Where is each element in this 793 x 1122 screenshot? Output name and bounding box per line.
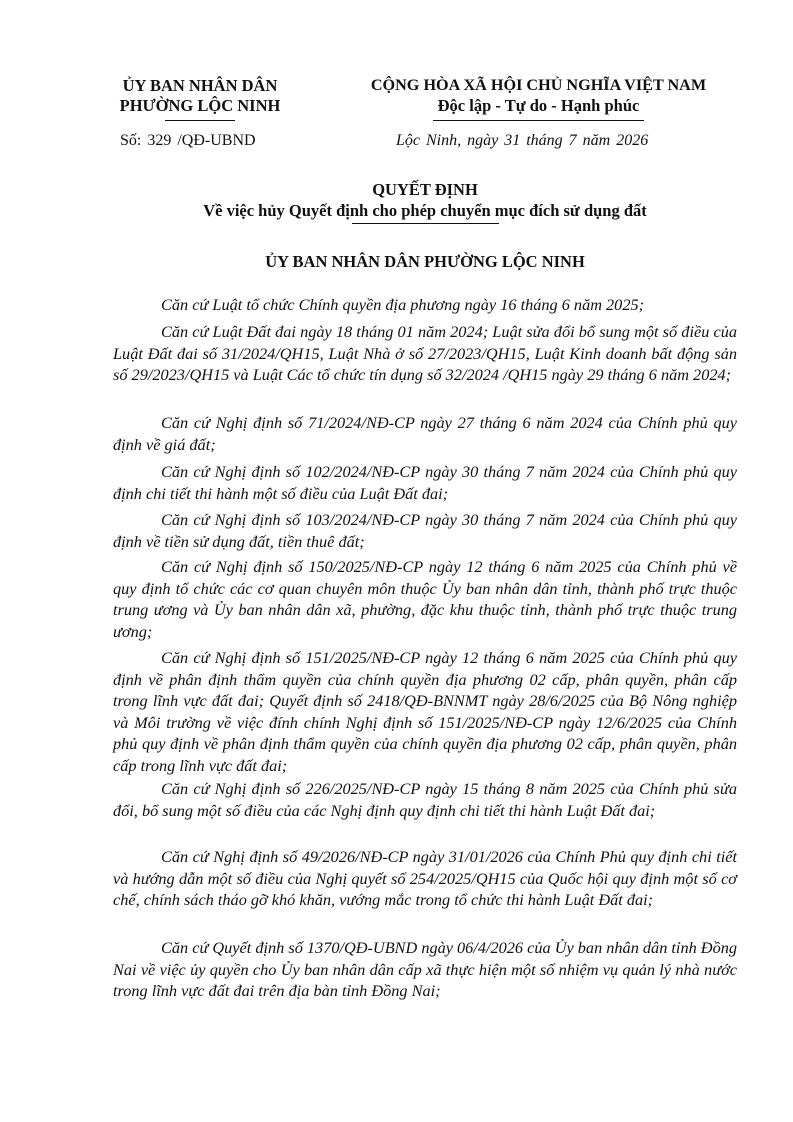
document-subject: Về việc hủy Quyết định cho phép chuyển mục đích sử dụng đất bbox=[203, 201, 647, 220]
legal-basis-paragraph: Căn cứ Nghị định số 226/2025/NĐ-CP ngày 15 tháng 8 năm 2025 của Chính phủ sửa đổi, bổ sung một số điều của các Nghị định quy định chi tiết thi hành Luật Đất đai; bbox=[113, 779, 737, 820]
legal-basis-paragraph: Căn cứ Quyết định số 1370/QĐ-UBND ngày 06/4/2026 của Ủy ban nhân dân tỉnh Đồng Nai về việc ủy quyền cho Ủy ban nhân dân cấp xã thực hiện một số nhiệm vụ quản lý nhà nước trong lĩnh vực đất đai trên địa bàn tỉnh Đồng Nai; bbox=[113, 938, 737, 1001]
legal-basis-paragraph: Căn cứ Luật Đất đai ngày 18 tháng 01 năm 2024; Luật sửa đổi bổ sung một số điều của Luật Đất đai số 31/2024/QH15, Luật Nhà ở số 27/2023/QH15, Luật Kinh doanh bất động sản số 29/2023/QH15 và Luật Các tổ chức tín dụng số 32/2024 /QH15 ngày 29 tháng 6 năm 2024; bbox=[113, 322, 737, 385]
legal-basis-paragraph: Căn cứ Nghị định số 103/2024/NĐ-CP ngày 30 tháng 7 năm 2024 của Chính phủ quy định về tiền sử dụng đất, tiền thuê đất; bbox=[113, 510, 737, 551]
legal-basis-paragraph: Căn cứ Nghị định số 71/2024/NĐ-CP ngày 27 tháng 6 năm 2024 của Chính phủ quy định về giá đất; bbox=[113, 413, 737, 454]
document-type: QUYẾT ĐỊNH bbox=[372, 180, 478, 199]
legal-basis-paragraph: Căn cứ Nghị định số 49/2026/NĐ-CP ngày 31/01/2026 của Chính Phủ quy định chi tiết và hướng dẫn một số điều của Nghị quyết số 254/2025/QH15 của Quốc hội quy định một số cơ chế, chính sách tháo gỡ khó khăn, vướng mắc trong tổ chức thi hành Luật Đất đai; bbox=[113, 847, 737, 910]
national-motto: Độc lập - Tự do - Hạnh phúc bbox=[437, 96, 640, 115]
legal-basis-paragraph: Căn cứ Nghị định số 151/2025/NĐ-CP ngày 12 tháng 6 năm 2025 của Chính phủ quy định về phân định thẩm quyền của chính quyền địa phương 02 cấp, phân quyền, phân cấp trong lĩnh vực đất đai; Quyết định số 2418/QĐ-BNNMT ngày 28/6/2025 của Bộ Nông nghiệp và Môi trường về việc đính chính Nghị định số 151/2025/NĐ-CP ngày 12/6/2025 của Chính phủ quy định về phân định thẩm quyền của chính quyền địa phương 02 cấp, phân quyền, phân cấp trong lĩnh vực đất đai; bbox=[113, 648, 737, 775]
legal-basis-paragraph: Căn cứ Nghị định số 102/2024/NĐ-CP ngày 30 tháng 7 năm 2024 của Chính phủ quy định chi tiết thi hành một số điều của Luật Đất đai; bbox=[113, 462, 737, 503]
place-and-date: Lộc Ninh, ngày 31 tháng 7 năm 2026 bbox=[396, 132, 649, 149]
legal-basis-paragraph: Căn cứ Luật tổ chức Chính quyền địa phương ngày 16 tháng 6 năm 2025; bbox=[161, 295, 645, 314]
issuing-authority: ỦY BAN NHÂN DÂN PHƯỜNG LỘC NINH bbox=[265, 252, 585, 271]
agency-name-line2: PHƯỜNG LỘC NINH bbox=[119, 96, 281, 115]
subject-underline bbox=[352, 223, 499, 224]
agency-name-line1: ỦY BAN NHÂN DÂN bbox=[122, 76, 278, 95]
document-number: Số: 329 /QĐ-UBND bbox=[120, 132, 256, 149]
motto-underline bbox=[433, 120, 644, 121]
agency-underline bbox=[165, 120, 235, 121]
legal-basis-paragraph: Căn cứ Nghị định số 150/2025/NĐ-CP ngày 12 tháng 6 năm 2025 của Chính phủ về quy định tổ chức các cơ quan chuyên môn thuộc Ủy ban nhân dân tỉnh, thành phố trực thuộc trung ương và Ủy ban nhân dân xã, phường, đặc khu thuộc tỉnh, thành phố trực thuộc trung ương; bbox=[113, 557, 737, 641]
national-title: CỘNG HÒA XÃ HỘI CHỦ NGHĨA VIỆT NAM bbox=[370, 76, 707, 94]
